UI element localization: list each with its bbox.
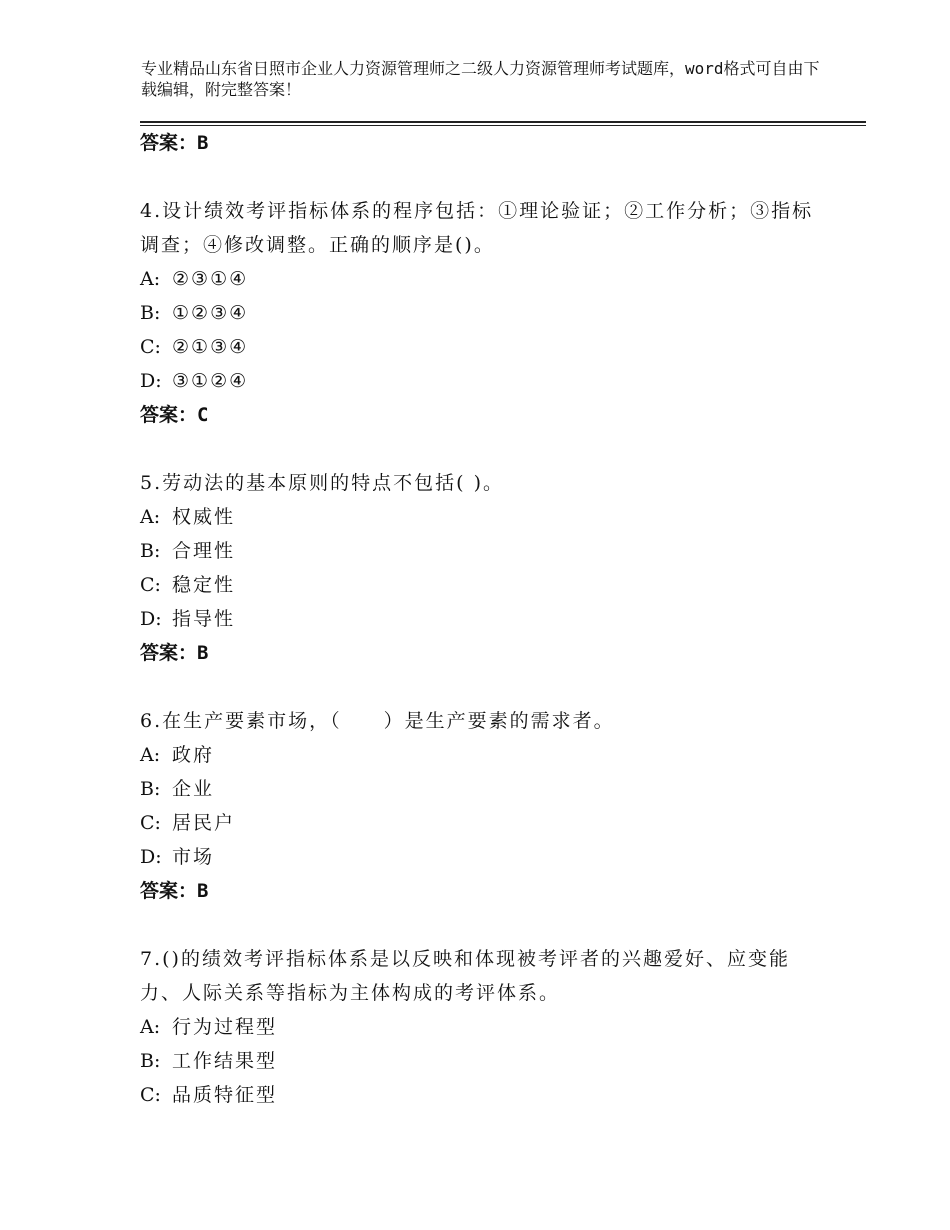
answer-value: B bbox=[197, 132, 209, 154]
answer-line bbox=[140, 636, 830, 670]
question-option bbox=[140, 772, 830, 806]
option-text: 合理性 bbox=[172, 540, 236, 562]
option-key: A: bbox=[140, 268, 161, 290]
question-list bbox=[140, 126, 830, 1112]
question-option bbox=[140, 1078, 830, 1112]
question-option bbox=[140, 1044, 830, 1078]
option-text: 稳定性 bbox=[172, 574, 236, 596]
answer-value: B bbox=[197, 642, 209, 664]
question-item bbox=[140, 466, 830, 670]
question-option bbox=[140, 568, 830, 602]
option-key: A: bbox=[140, 1016, 161, 1038]
option-key: B: bbox=[140, 1050, 161, 1072]
question-option bbox=[140, 364, 830, 398]
question-option bbox=[140, 296, 830, 330]
question-stem: 7.()的绩效考评指标体系是以反映和体现被考评者的兴趣爱好、应变能力、人际关系等指标为主体构成的考评体系。 bbox=[140, 948, 790, 1004]
option-text: 政府 bbox=[172, 744, 215, 766]
answer-label: 答案： bbox=[140, 132, 198, 154]
question-option bbox=[140, 262, 830, 296]
question-stem: 6.在生产要素市场，（ ）是生产要素的需求者。 bbox=[140, 710, 615, 732]
question-item bbox=[140, 194, 830, 432]
option-key: B: bbox=[140, 302, 161, 324]
option-text: 工作结果型 bbox=[172, 1050, 278, 1072]
answer-label: 答案： bbox=[140, 880, 198, 902]
option-text: 品质特征型 bbox=[172, 1084, 278, 1106]
question-option bbox=[140, 840, 830, 874]
option-key: C: bbox=[140, 574, 161, 596]
option-text: ②③①④ bbox=[172, 268, 249, 290]
question-stem: 4.设计绩效考评指标体系的程序包括：①理论验证；②工作分析；③指标调查；④修改调整。正确的顺序是()。 bbox=[140, 200, 814, 256]
answer-line bbox=[140, 398, 830, 432]
question-option bbox=[140, 602, 830, 636]
answer-value: B bbox=[197, 880, 209, 902]
option-text: ②①③④ bbox=[172, 336, 249, 358]
option-key: C: bbox=[140, 336, 161, 358]
question-option bbox=[140, 534, 830, 568]
document-header bbox=[141, 58, 831, 100]
option-key: D: bbox=[140, 608, 162, 630]
option-text: 居民户 bbox=[172, 812, 236, 834]
option-key: B: bbox=[140, 778, 161, 800]
option-key: A: bbox=[140, 506, 161, 528]
option-key: C: bbox=[140, 812, 161, 834]
answer-label: 答案： bbox=[140, 404, 198, 426]
option-text: 权威性 bbox=[172, 506, 236, 528]
answer-label: 答案： bbox=[140, 642, 198, 664]
header-title: 专业精品山东省日照市企业人力资源管理师之二级人力资源管理师考试题库，word格式可自由下载编辑，附完整答案！ bbox=[141, 59, 820, 99]
option-text: 行为过程型 bbox=[172, 1016, 278, 1038]
option-text: 指导性 bbox=[172, 608, 236, 630]
option-key: D: bbox=[140, 846, 162, 868]
answer-line bbox=[140, 126, 830, 160]
option-key: D: bbox=[140, 370, 162, 392]
option-text: 市场 bbox=[172, 846, 215, 868]
question-option bbox=[140, 1010, 830, 1044]
option-key: A: bbox=[140, 744, 161, 766]
question-stem: 5.劳动法的基本原则的特点不包括( )。 bbox=[140, 472, 504, 494]
option-text: ③①②④ bbox=[172, 370, 249, 392]
option-text: 企业 bbox=[172, 778, 215, 800]
answer-value: C bbox=[197, 404, 209, 426]
question-option bbox=[140, 738, 830, 772]
question-option bbox=[140, 500, 830, 534]
option-text: ①②③④ bbox=[172, 302, 249, 324]
question-option bbox=[140, 330, 830, 364]
question-option bbox=[140, 806, 830, 840]
question-item bbox=[140, 704, 830, 908]
option-key: C: bbox=[140, 1084, 161, 1106]
option-key: B: bbox=[140, 540, 161, 562]
question-item bbox=[140, 942, 830, 1112]
answer-line bbox=[140, 874, 830, 908]
